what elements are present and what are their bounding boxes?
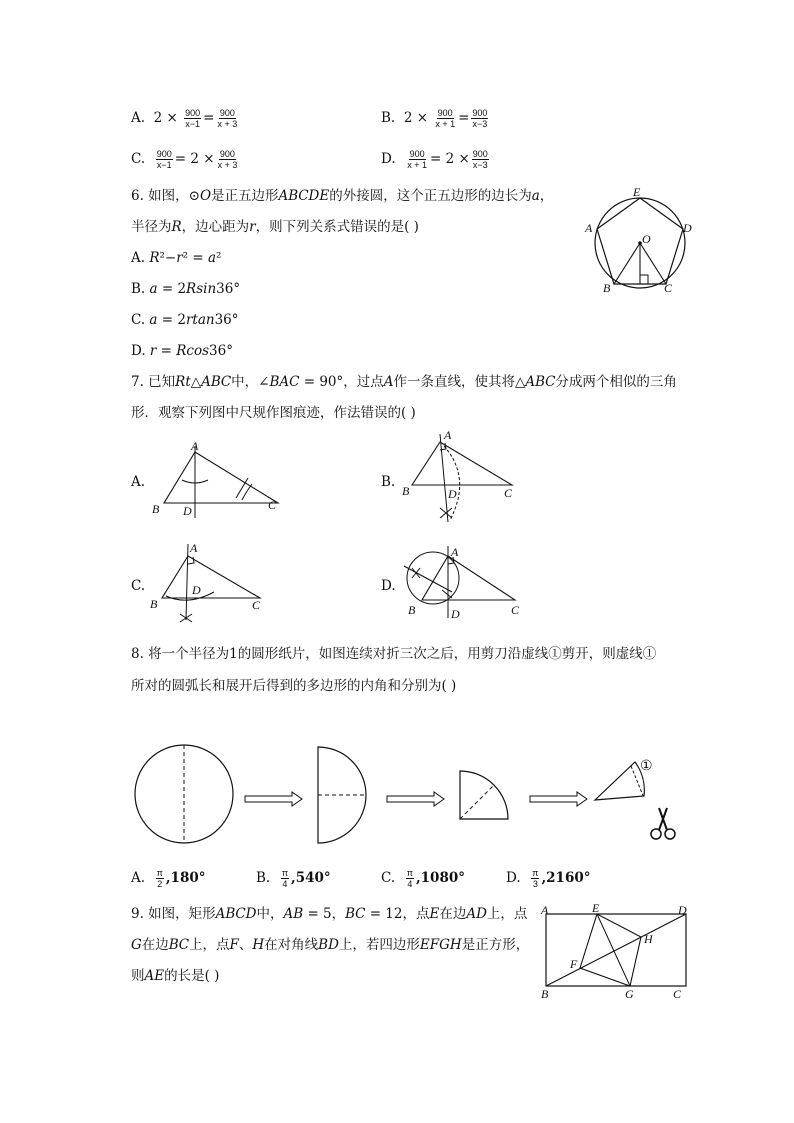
label-d: D <box>448 487 457 501</box>
q5-option-b[interactable]: B. 2 × $\frac{900}{x + 1}$ = $\frac{900}{x-3}$ <box>381 108 488 129</box>
q6-stem-line2: 半径为𝑅，边心距为𝑟，则下列关系式错误的是( ) <box>131 219 419 235</box>
option-label: A. <box>131 110 146 126</box>
label-d: D <box>451 607 460 621</box>
q7-figure-d <box>400 540 525 626</box>
label-c: C <box>511 603 520 617</box>
label-d: D <box>192 583 201 597</box>
q6-option-c[interactable]: C. 𝑎 = 2𝑟𝑡𝑎𝑛36° <box>131 312 239 328</box>
q7-option-d[interactable]: D. <box>381 578 396 594</box>
q8-option-a[interactable]: A. $\frac{\pi}{2}$ ,180° <box>131 868 206 889</box>
label-f: F <box>570 957 578 971</box>
label-a: A <box>190 541 198 555</box>
label-d: D <box>183 504 192 518</box>
q9-stem-line2: 𝐺在边𝐵𝐶上，点𝐹、𝐻在对角线𝐵𝐷上，若四边形𝐸𝐹𝐺𝐻是正方形， <box>131 937 530 953</box>
q8-stem-line1: 8. 将一个半径为1的圆形纸片，如图连续对折三次之后，用剪刀沿虚线①剪开，则虚线① <box>131 646 657 662</box>
q7-option-a[interactable]: A. <box>131 474 146 490</box>
label-b: B <box>408 603 416 617</box>
option-label: B. <box>381 110 396 126</box>
label-a: A <box>444 428 452 442</box>
label-a: A <box>585 221 593 235</box>
label-c: C <box>673 987 682 1001</box>
q8-folding-figure <box>130 740 690 850</box>
label-g: G <box>625 987 634 1001</box>
q6-option-d[interactable]: D. 𝑟 = 𝑅𝑐𝑜𝑠36° <box>131 343 233 359</box>
fraction: $\frac{900}{x-3}$ <box>472 149 488 170</box>
q8-option-d[interactable]: D. $\frac{\pi}{3}$ ,2160° <box>506 868 591 889</box>
label-e: E <box>592 901 600 915</box>
label-b: B <box>402 484 410 498</box>
q7-figure-c <box>148 540 273 626</box>
label-a: A <box>451 545 459 559</box>
fraction: $\frac{900}{x-1}$ <box>185 108 201 129</box>
cut-line-marker: ① <box>640 759 653 774</box>
label-c: C <box>268 498 277 512</box>
fraction: $\frac{900}{x + 3}$ <box>217 149 238 170</box>
option-label: C. <box>131 151 146 167</box>
arrow-icon <box>245 792 302 806</box>
fraction: $\frac{900}{x-3}$ <box>472 108 488 129</box>
arrow-icon <box>387 792 444 806</box>
fraction: $\frac{900}{x + 1}$ <box>407 149 427 170</box>
q6-stem-line1: 6. 如图，⊙𝑂是正五边形𝐴𝐵𝐶𝐷𝐸的外接圆，这个正五边形的边长为𝑎， <box>131 188 554 204</box>
q6-pentagon-figure <box>580 180 700 295</box>
q7-option-c[interactable]: C. <box>131 578 146 594</box>
fraction: $\frac{900}{x + 3}$ <box>217 108 238 129</box>
q8-option-c[interactable]: C. $\frac{\pi}{4}$ ,1080° <box>381 868 465 889</box>
q7-figure-a <box>150 438 285 520</box>
fraction: $\frac{900}{x-1}$ <box>156 149 172 170</box>
label-b: B <box>150 597 158 611</box>
label-b: B <box>152 502 160 516</box>
label-a: A <box>541 903 549 917</box>
q7-option-b[interactable]: B. <box>381 474 396 490</box>
label-b: B <box>603 281 611 295</box>
q6-option-a[interactable]: A. 𝑅²−𝑟² = 𝑎² <box>131 250 222 266</box>
label-d: D <box>683 221 692 235</box>
label-d: D <box>678 903 687 917</box>
label-e: E <box>633 185 641 199</box>
option-label: D. <box>381 151 396 167</box>
q6-option-b[interactable]: B. 𝑎 = 2𝑅𝑠𝑖𝑛36° <box>131 281 241 297</box>
q5-option-d[interactable]: D. $\frac{900}{x + 1}$ = 2 × $\frac{900}{x-3}$ <box>381 149 488 170</box>
label-c: C <box>252 598 261 612</box>
label-c: C <box>664 281 673 295</box>
fraction: $\frac{900}{x + 1}$ <box>435 108 456 129</box>
q9-stem-line1: 9. 如图，矩形𝐴𝐵𝐶𝐷中，𝐴𝐵 = 5，𝐵𝐶 = 12，点𝐸在边𝐴𝐷上，点 <box>131 906 528 922</box>
q5-option-c[interactable]: C. $\frac{900}{x-1}$ = 2 × $\frac{900}{x + 3}$ <box>131 149 238 170</box>
q8-option-b[interactable]: B. $\frac{\pi}{4}$ ,540° <box>256 868 331 889</box>
q9-stem-line3: 则𝐴𝐸的长是( ) <box>131 968 220 984</box>
q9-rectangle-figure <box>538 902 698 1002</box>
q5-option-a[interactable]: A. 2 × $\frac{900}{x-1}$ = $\frac{900}{x + 3}$ <box>131 108 238 129</box>
label-o: O <box>642 232 651 246</box>
q7-stem-line1: 7. 已知𝑅𝑡△𝐴𝐵𝐶中，∠𝐵𝐴𝐶 = 90°，过点𝐴作一条直线，使其将△𝐴𝐵𝐶分成两个相似的三角 <box>131 374 677 390</box>
q7-figure-b <box>400 428 525 528</box>
q8-stem-line2: 所对的圆弧长和展开后得到的多边形的内角和分别为( ) <box>131 678 457 694</box>
label-c: C <box>504 486 513 500</box>
arrow-icon <box>530 792 587 806</box>
label-h: H <box>644 932 653 946</box>
label-b: B <box>541 987 549 1001</box>
scissors-icon <box>651 808 675 839</box>
label-a: A <box>191 439 199 453</box>
q7-stem-line2: 形．观察下列图中尺规作图痕迹，作法错误的( ) <box>131 405 416 421</box>
